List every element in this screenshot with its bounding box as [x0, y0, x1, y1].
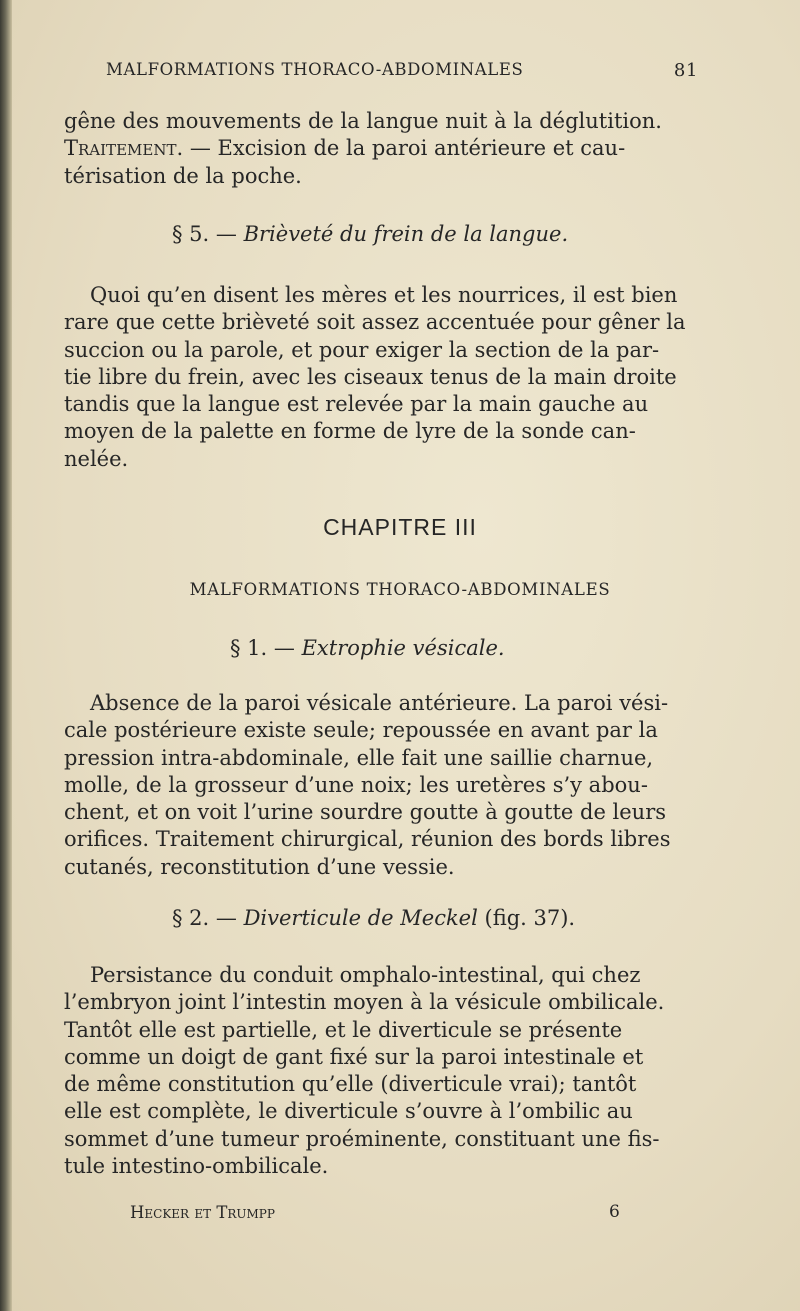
- book-binding-edge: [0, 0, 12, 1311]
- section-2-paragraph: [64, 962, 696, 1180]
- treatment-label: Traitement.: [64, 136, 184, 161]
- heading-dash: —: [267, 636, 302, 660]
- figure-reference: (fig. 37).: [477, 906, 576, 930]
- text-line: sommet d’une tumeur proéminente, constituant une fis-: [64, 1126, 660, 1151]
- text-line: tule intestino-ombilicale.: [64, 1154, 329, 1179]
- treatment-line: [64, 135, 696, 162]
- section-number: § 1.: [230, 636, 268, 660]
- section-2-heading: [172, 906, 575, 930]
- text-line: cutanés, reconstitution d’une vessie.: [64, 854, 455, 879]
- text-line: nelée.: [64, 446, 129, 471]
- text-line: Absence de la paroi vésicale antérieure. La paroi vési-: [90, 691, 669, 715]
- text-line: Quoi qu’en disent les mères et les nourrices, il est bien: [90, 283, 678, 307]
- intro-paragraph: [64, 108, 696, 190]
- text-line: de même constitution qu’elle (diverticule vrai); tantôt: [64, 1072, 637, 1097]
- section-number: § 2.: [172, 906, 210, 930]
- section-title: Extrophie vésicale.: [301, 636, 505, 660]
- section-5-paragraph: [64, 282, 696, 473]
- text-line: comme un doigt de gant fixé sur la paroi intestinale et: [64, 1044, 644, 1069]
- text-line: molle, de la grosseur d’une noix; les uretères s’y abou-: [64, 772, 648, 797]
- text-line: cale postérieure existe seule; repoussée en avant par la: [64, 718, 658, 743]
- text-line: tie libre du frein, avec les ciseaux tenus de la main droite: [64, 364, 677, 389]
- section-number: § 5.: [172, 222, 210, 246]
- running-title: MALFORMATIONS THORACO-ABDOMINALES: [106, 60, 524, 79]
- text-line: Tantôt elle est partielle, et le diverticule se présente: [64, 1017, 623, 1042]
- text-line: térisation de la poche.: [64, 163, 302, 188]
- text-line: succion ou la parole, et pour exiger la section de la par-: [64, 337, 660, 362]
- footer-authors: Hecker et Trumpp: [130, 1203, 275, 1222]
- running-head: [106, 60, 698, 86]
- text-line: chent, et on voit l’urine sourdre goutte à goutte de leurs: [64, 800, 667, 825]
- page-number: 81: [673, 60, 698, 81]
- section-1-heading: [230, 636, 505, 660]
- text-line: elle est complète, le diverticule s’ouvre à l’ombilic au: [64, 1099, 633, 1124]
- text-line: orifices. Traitement chirurgical, réunion des bords libres: [64, 827, 671, 852]
- chapter-subtitle: MALFORMATIONS THORACO-ABDOMINALES: [189, 580, 611, 599]
- section-1-paragraph: [64, 690, 696, 881]
- section-5-heading: [172, 222, 568, 246]
- signature-mark: 6: [609, 1202, 620, 1222]
- heading-dash: —: [209, 222, 244, 246]
- text-line: gêne des mouvements de la langue nuit à la déglutition.: [64, 109, 662, 133]
- text-line: moyen de la palette en forme de lyre de la sonde can-: [64, 419, 636, 444]
- text-line: rare que cette brièveté soit assez accentuée pour gêner la: [64, 310, 686, 335]
- section-title: Brièveté du frein de la langue.: [243, 222, 569, 246]
- text-line: Persistance du conduit omphalo-intestinal, qui chez: [90, 963, 641, 987]
- text-line: tandis que la langue est relevée par la main gauche au: [64, 392, 649, 417]
- section-title: Diverticule de Meckel: [243, 906, 478, 930]
- text-line: pression intra-abdominale, elle fait une saillie charnue,: [64, 745, 654, 770]
- chapter-title: CHAPITRE III: [323, 514, 477, 540]
- treatment-text: — Excision de la paroi antérieure et cau-: [183, 136, 626, 161]
- text-line: l’embryon joint l’intestin moyen à la vésicule ombilicale.: [64, 990, 665, 1015]
- heading-dash: —: [209, 906, 244, 930]
